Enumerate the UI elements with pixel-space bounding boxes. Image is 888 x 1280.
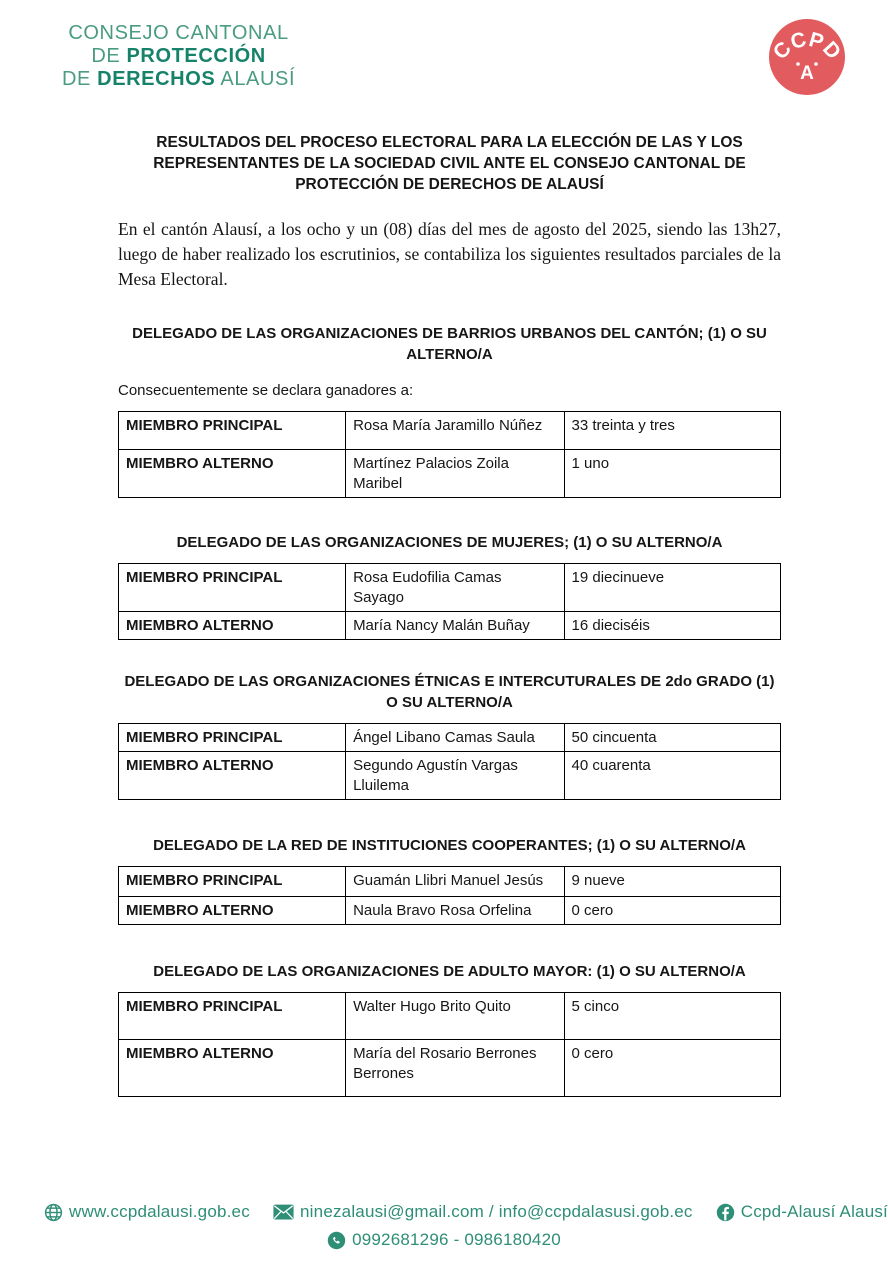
table-row (119, 897, 781, 925)
section-mujeres (118, 532, 781, 640)
table-row (119, 564, 781, 612)
section-heading: DELEGADO DE LAS ORGANIZACIONES ÉTNICAS E INTERCUTURALES DE 2do GRADO (1) O SU ALTERNO/A (124, 673, 775, 711)
phone-icon (327, 1231, 346, 1250)
website-text: www.ccpdalausi.gob.ec (69, 1202, 250, 1221)
email-item (273, 1202, 693, 1222)
cell-role: MIEMBRO PRINCIPAL (119, 867, 346, 897)
table-row (119, 412, 781, 450)
cell-role: MIEMBRO PRINCIPAL (119, 993, 346, 1040)
cell-name: Martínez Palacios Zoila Maribel (346, 450, 564, 498)
phone-text: 0992681296 - 0986180420 (352, 1230, 561, 1249)
cell-role: MIEMBRO PRINCIPAL (119, 724, 346, 752)
section-barrios-urbanos (118, 323, 781, 498)
org-logo-line1: CONSEJO CANTONAL (68, 22, 289, 44)
envelope-icon (273, 1204, 294, 1220)
table-row (119, 752, 781, 800)
cell-votes: 33 treinta y tres (564, 412, 780, 450)
document-title: RESULTADOS DEL PROCESO ELECTORAL PARA LA ELECCIÓN DE LAS Y LOS REPRESENTANTES DE LA SOCIEDAD CIVIL ANTE EL CONSEJO CANTONAL DE PROTECCIÓN DE DERECHOS DE ALAUSÍ (153, 134, 746, 193)
table-row (119, 1040, 781, 1097)
table-row (119, 612, 781, 640)
section-heading: DELEGADO DE LAS ORGANIZACIONES DE ADULTO MAYOR: (1) O SU ALTERNO/A (153, 963, 746, 980)
cell-name: Ángel Libano Camas Saula (346, 724, 564, 752)
org-logo-text (62, 22, 295, 91)
globe-icon (44, 1203, 63, 1222)
table-row (119, 450, 781, 498)
results-table (118, 563, 781, 640)
cell-role: MIEMBRO ALTERNO (119, 612, 346, 640)
section-etnicas-interculturales (118, 671, 781, 800)
letterhead (0, 0, 888, 98)
cell-name: Rosa Eudofilia Camas Sayago (346, 564, 564, 612)
cell-votes: 5 cinco (564, 993, 780, 1040)
contact-row (0, 1202, 888, 1222)
cell-votes: 16 dieciséis (564, 612, 780, 640)
cell-name: Rosa María Jaramillo Núñez (346, 412, 564, 450)
cell-name: Naula Bravo Rosa Orfelina (346, 897, 564, 925)
svg-text:A: A (800, 63, 814, 84)
results-table (118, 723, 781, 800)
facebook-icon (716, 1203, 735, 1222)
document-body (0, 132, 888, 1097)
section-heading: DELEGADO DE LAS ORGANIZACIONES DE BARRIOS URBANOS DEL CANTÓN; (1) O SU ALTERNO/A (132, 325, 767, 363)
results-table (118, 866, 781, 925)
cell-role: MIEMBRO ALTERNO (119, 897, 346, 925)
cell-votes: 0 cero (564, 897, 780, 925)
results-table (118, 992, 781, 1097)
facebook-text: Ccpd-Alausí Alausí (740, 1202, 888, 1221)
cell-votes: 40 cuarenta (564, 752, 780, 800)
section-heading: DELEGADO DE LAS ORGANIZACIONES DE MUJERES; (1) O SU ALTERNO/A (176, 534, 723, 551)
contact-footer (0, 1202, 888, 1250)
winners-note: Consecuentemente se declara ganadores a: (118, 382, 414, 399)
table-row (119, 724, 781, 752)
cell-votes: 50 cincuenta (564, 724, 780, 752)
section-instituciones-cooperantes (118, 835, 781, 925)
ccpd-seal-icon (766, 16, 848, 98)
cell-name: María del Rosario Berrones Berrones (346, 1040, 564, 1097)
org-logo-line3: DE DERECHOS ALAUSÍ (62, 68, 296, 90)
results-table (118, 411, 781, 498)
cell-votes: 9 nueve (564, 867, 780, 897)
cell-role: MIEMBRO ALTERNO (119, 752, 346, 800)
website-item (44, 1202, 250, 1222)
cell-role: MIEMBRO ALTERNO (119, 1040, 346, 1097)
section-adulto-mayor (118, 961, 781, 1097)
cell-name: Guamán Llibri Manuel Jesús (346, 867, 564, 897)
cell-votes: 19 diecinueve (564, 564, 780, 612)
email-text: ninezalausi@gmail.com / info@ccpdalasusi.gob.ec (300, 1202, 693, 1221)
table-row (119, 867, 781, 897)
facebook-item (716, 1202, 888, 1222)
cell-name: Segundo Agustín Vargas Lluilema (346, 752, 564, 800)
cell-role: MIEMBRO ALTERNO (119, 450, 346, 498)
cell-name: María Nancy Malán Buñay (346, 612, 564, 640)
cell-role: MIEMBRO PRINCIPAL (119, 564, 346, 612)
cell-votes: 0 cero (564, 1040, 780, 1097)
cell-votes: 1 uno (564, 450, 780, 498)
cell-role: MIEMBRO PRINCIPAL (119, 412, 346, 450)
svg-text:CCPD: CCPD (768, 27, 846, 64)
phone-row (0, 1230, 888, 1250)
cell-name: Walter Hugo Brito Quito (346, 993, 564, 1040)
intro-paragraph: En el cantón Alausí, a los ocho y un (08) días del mes de agosto del 2025, siendo las 13h27, luego de haber realizado los escrutinios, se contabiliza los siguientes resultados parciales de la Mesa Electoral. (118, 219, 781, 289)
section-heading: DELEGADO DE LA RED DE INSTITUCIONES COOPERANTES; (1) O SU ALTERNO/A (153, 837, 746, 854)
org-logo-line2: DE PROTECCIÓN (91, 45, 266, 67)
table-row (119, 993, 781, 1040)
